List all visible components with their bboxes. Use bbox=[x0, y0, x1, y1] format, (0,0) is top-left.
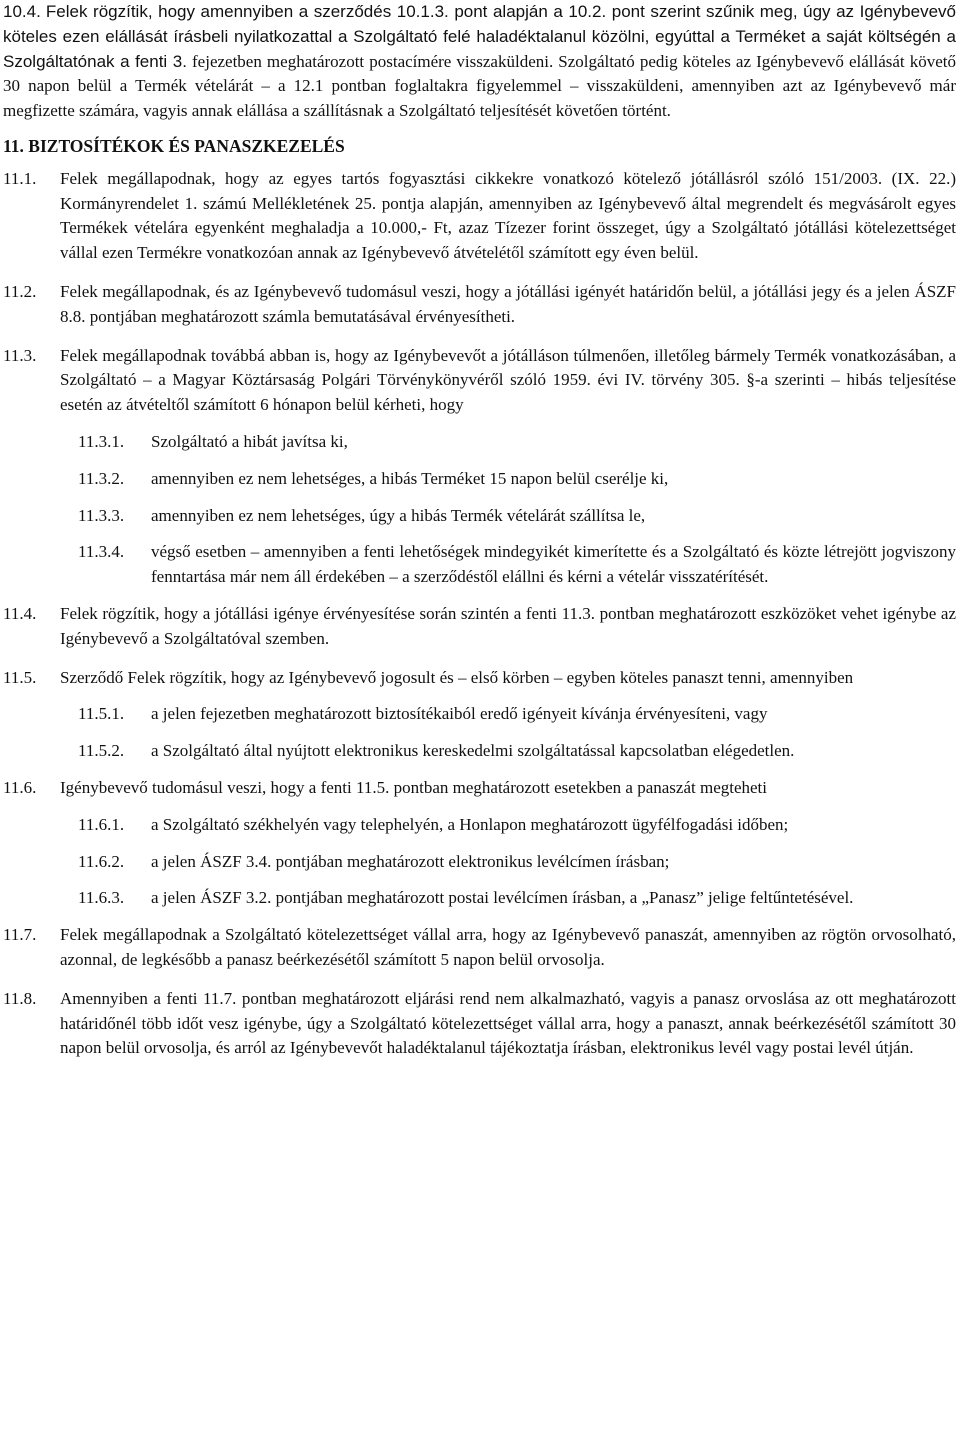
list-item-number: 11.5.1. bbox=[78, 704, 125, 724]
paragraph-text: Igénybevevő tudomásul veszi, hogy a fenti 11.5. pontban meghatározott esetekben a panaszát megteheti bbox=[60, 777, 767, 797]
paragraph-11-4 bbox=[3, 602, 956, 652]
list-item-text: Szolgáltató a hibát javítsa ki, bbox=[151, 431, 348, 451]
paragraph-11-1 bbox=[3, 167, 956, 266]
list-item-number: 11.3.1. bbox=[78, 431, 125, 451]
paragraph-number: 11.8. bbox=[3, 988, 37, 1008]
paragraph-number: 11.5. bbox=[3, 667, 37, 687]
list-item-number: 11.6.3. bbox=[78, 888, 125, 908]
paragraph-11-2 bbox=[3, 280, 956, 330]
paragraph-11-6 bbox=[3, 776, 956, 801]
paragraph-text: Amennyiben a fenti 11.7. pontban meghatározott eljárási rend nem alkalmazható, vagyis a panasz orvoslása az ott meghatározott határidőnél több időt vesz igénybe, úgy a Szolgáltató kötelezettséget vállal arra, hogy a panaszt, annak beérkezésétől számított 30 napon belül orvosolja, és arról az Igénybevevőt haladéktalanul tájékoztatja írásban, elektronikus levél vagy postai levél útján. bbox=[60, 988, 956, 1058]
list-item-11-3-3 bbox=[3, 504, 956, 529]
paragraph-number: 11.4. bbox=[3, 603, 37, 623]
list-item-11-6-1 bbox=[3, 813, 956, 838]
paragraph-number: 11.1. bbox=[3, 168, 37, 188]
list-item-11-6-2 bbox=[3, 850, 956, 875]
list-item-text: a Szolgáltató székhelyén vagy telephelyén, a Honlapon meghatározott ügyfélfogadási időben; bbox=[151, 814, 789, 834]
list-item-number: 11.3.2. bbox=[78, 468, 125, 488]
paragraph-number: 11.6. bbox=[3, 777, 37, 797]
list-item-11-3-2 bbox=[3, 467, 956, 492]
list-item-number: 11.6.2. bbox=[78, 851, 125, 871]
list-item-11-5-1 bbox=[3, 702, 956, 727]
paragraph-11-8 bbox=[3, 987, 956, 1061]
list-item-text: végső esetben – amennyiben a fenti lehetőségek mindegyikét kimerítette és a Szolgáltató és közte létrejött jogviszony fenntartása már nem áll érdekében – a szerződéstől elállni és kérni a vételár visszatérítését. bbox=[151, 542, 956, 587]
list-item-11-3-1 bbox=[3, 430, 956, 455]
list-item-text: a jelen ÁSZF 3.2. pontjában meghatározott postai levélcímen írásban, a „Panasz” jelige feltűntetésével. bbox=[151, 888, 854, 908]
list-item-text: a jelen ÁSZF 3.4. pontjában meghatározott elektronikus levélcímen írásban; bbox=[151, 851, 670, 871]
list-item-text: amennyiben ez nem lehetséges, úgy a hibás Termék vételárát szállítsa le, bbox=[151, 505, 646, 525]
paragraph-number: 11.2. bbox=[3, 281, 37, 301]
paragraph-10-4 bbox=[3, 0, 956, 124]
list-item-text: amennyiben ez nem lehetséges, a hibás Terméket 15 napon belül cserélje ki, bbox=[151, 468, 669, 488]
paragraph-text: Felek megállapodnak a Szolgáltató kötelezettséget vállal arra, hogy az Igénybevevő panaszát, amennyiben az rögtön orvosolható, azonnal, de legkésőbb a panasz beérkezésétől számított 5 napon belül orvosolja. bbox=[60, 925, 956, 969]
paragraph-10-4-sans-text: Felek rögzítik, hogy amennyiben a szerződés 10.1.3. pont alapján a 10.2. pont szerint szűnik meg, úgy az Igénybevevő köteles ezen elállását írásbeli nyilatkozattal a Szolgáltató felé haladéktalanul közölni, egyúttal a Terméket a saját költségén a Szolgáltatónak a fenti 3. bbox=[3, 2, 957, 71]
list-item-text: a Szolgáltató által nyújtott elektronikus kereskedelmi szolgáltatással kapcsolatban elégedetlen. bbox=[151, 741, 795, 761]
list-item-number: 11.5.2. bbox=[78, 741, 125, 761]
paragraph-10-4-serif-text: fejezetben meghatározott postacímére visszaküldeni. Szolgáltató pedig köteles az Igénybevevő elállását követő 30 napon belül a Termék vételárát – a 12.1 pontban foglaltakra figyelemmel – visszaküldeni, amennyiben azt az Igénybevevő már megfizette számára, vagyis annak elállása a szállításnak a Szolgáltató teljesítését követően történt. bbox=[3, 51, 956, 121]
paragraph-number: 11.3. bbox=[3, 345, 37, 365]
section-heading: 11. BIZTOSÍTÉKOK ÉS PANASZKEZELÉS bbox=[3, 135, 345, 156]
list-item-number: 11.6.1. bbox=[78, 814, 125, 834]
paragraph-text: Felek megállapodnak, hogy az egyes tartós fogyasztási cikkekre vonatkozó kötelező jótállásról szóló 151/2003. (IX. 22.) Kormányrendelet 1. számú Mellékletének 25. pontja alapján, amennyiben az Igénybevevő által megrendelt és megvásárolt egyes Termékek vételára egyenként meghaladja a 10.000,- Ft, azaz Tízezer forint összeget, úgy a Szolgáltató jótállási kötelezettséget vállal ezen Termékre vonatkozóan annak az Igénybevevő átvételétől számított egy éven belül. bbox=[60, 168, 956, 263]
list-item-number: 11.3.4. bbox=[78, 542, 125, 562]
paragraph-text: Felek rögzítik, hogy a jótállási igénye érvényesítése során szintén a fenti 11.3. pontban meghatározott eszközöket vehet igénybe az Igénybevevő a Szolgáltatóval szemben. bbox=[60, 603, 956, 648]
paragraph-10-4-text bbox=[3, 0, 956, 124]
paragraph-11-5 bbox=[3, 666, 956, 691]
paragraph-number: 11.7. bbox=[3, 925, 37, 945]
paragraph-text: Felek megállapodnak, és az Igénybevevő tudomásul veszi, hogy a jótállási igényét határidőn belül, a jótállási jegy és a jelen ÁSZF 8.8. pontjában meghatározott számla bemutatásával érvényesítheti. bbox=[60, 281, 956, 326]
paragraph-text: Szerződő Felek rögzítik, hogy az Igénybevevő jogosult és – első körben – egyben köteles panaszt tenni, amennyiben bbox=[60, 667, 854, 687]
list-item-text: a jelen fejezetben meghatározott biztosítékaiból eredő igényeit kívánja érvényesíteni, vagy bbox=[151, 704, 768, 724]
paragraph-10-4-number: 10.4. bbox=[3, 2, 41, 21]
paragraph-11-3 bbox=[3, 344, 956, 418]
list-item-11-6-3 bbox=[3, 886, 956, 911]
list-item-11-3-4 bbox=[3, 540, 956, 590]
list-item-number: 11.3.3. bbox=[78, 505, 125, 525]
list-item-11-5-2 bbox=[3, 739, 956, 764]
paragraph-text: Felek megállapodnak továbbá abban is, hogy az Igénybevevőt a jótálláson túlmenően, illetőleg bármely Termék vonatkozásában, a Szolgáltató – a Magyar Köztársaság Polgári Törvénykönyvéről szóló 1959. évi IV. törvény 305. §-a szerinti – hibás teljesítése esetén az átvételtől számított 6 hónapon belül kérheti, hogy bbox=[60, 345, 956, 415]
paragraph-11-7 bbox=[3, 923, 956, 973]
